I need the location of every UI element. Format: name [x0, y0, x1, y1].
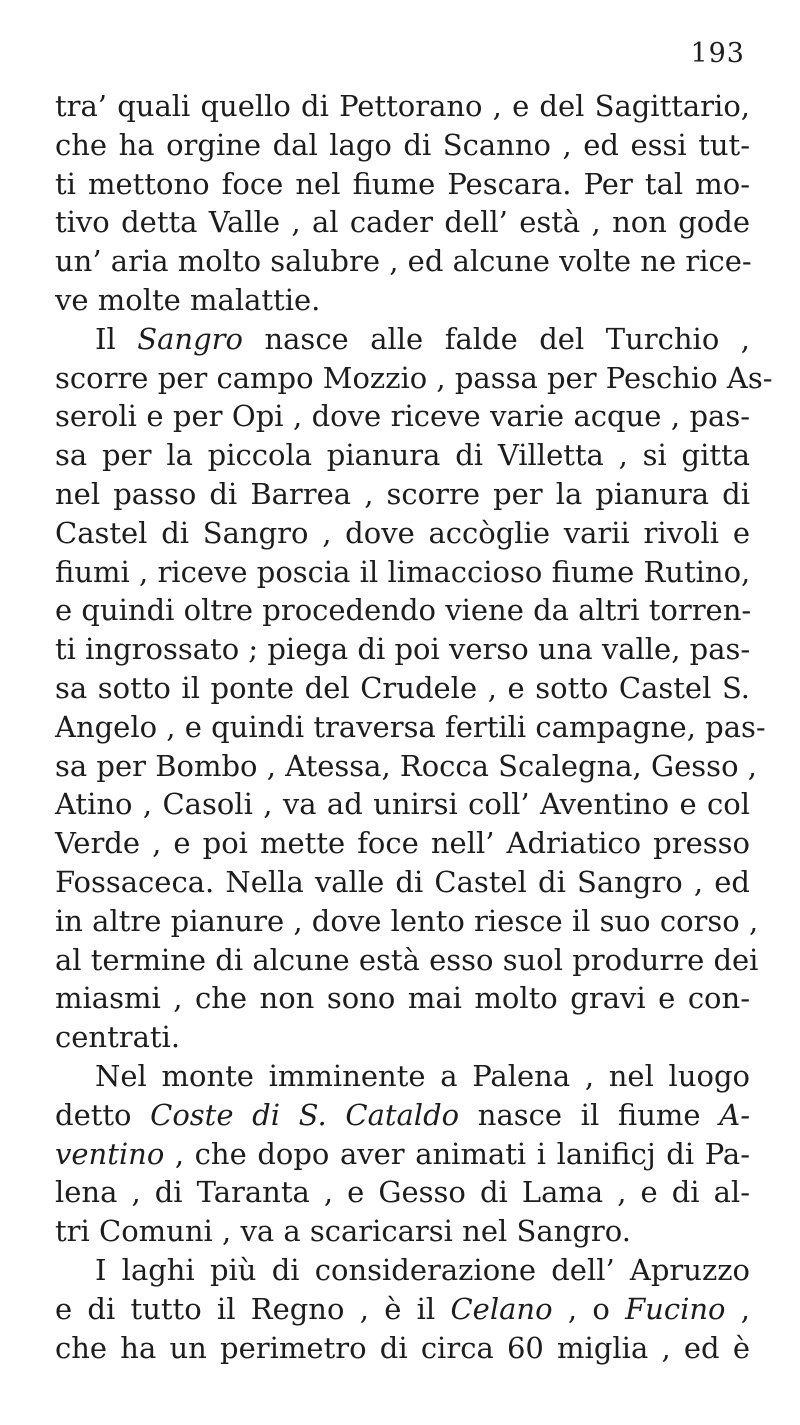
- body-text: [55, 87, 773, 1367]
- text-line: Nel monte imminente a Palena , nel luogo: [95, 1058, 750, 1093]
- text-line: ventino , che dopo aver animati i lanificj di Pa-: [55, 1136, 750, 1171]
- text-line: e di tutto il Regno , è il Celano , o Fucino ,: [55, 1291, 751, 1326]
- text-line: al termine di alcune està esso suol produrre dei: [55, 942, 759, 977]
- text-line: tra’ quali quello di Pettorano , e del Sagittario,: [55, 89, 750, 123]
- text-line: Verde , e poi mette foce nell’ Adriatico presso: [55, 826, 750, 861]
- text-line: Angelo , e quindi traversa fertili campagne, pas-: [55, 709, 766, 744]
- text-line: Castel di Sangro , dove accòglie varii rivoli e: [55, 515, 750, 550]
- text-line: detto Coste di S. Cataldo nasce il fiume A-: [55, 1097, 750, 1132]
- text-line: che ha un perimetro di circa 60 miglia , ed è: [55, 1330, 750, 1365]
- text-line: che ha orgine dal lago di Scanno , ed essi tut-: [55, 127, 750, 162]
- page-number: 193: [690, 38, 745, 69]
- text-line: sa per Bombo , Atessa, Rocca Scalegna, Gesso ,: [55, 748, 757, 783]
- text-line: fiumi , riceve poscia il limaccioso fiume Rutino,: [55, 554, 751, 589]
- text-line: nel passo di Barrea , scorre per la pianura di: [55, 476, 750, 511]
- text-line: Fossaceca. Nella valle di Castel di Sangro , ed: [55, 864, 750, 899]
- text-line: miasmi , che non sono mai molto gravi e con-: [55, 981, 750, 1016]
- text-line: tri Comuni , va a scaricarsi nel Sangro.: [55, 1214, 631, 1249]
- text-line: ti mettono foce nel fiume Pescara. Per tal mo-: [55, 166, 750, 201]
- text-line: Atino , Casoli , va ad unirsi coll’ Aventino e col: [55, 787, 750, 822]
- text-line: un’ aria molto salubre , ed alcune volte ne rice-: [55, 244, 752, 279]
- text-line: Il Sangro nasce alle falde del Turchio ,: [95, 321, 750, 356]
- text-line: in altre pianure , dove lento riesce il suo corso ,: [55, 903, 759, 938]
- text-line: tivo detta Valle , al cader dell’ està , non gode: [55, 205, 750, 240]
- text-line: lena , di Taranta , e Gesso di Lama , e di al-: [55, 1175, 750, 1210]
- text-line: seroli e per Opi , dove riceve varie acque , pas-: [55, 399, 750, 434]
- text-line: I laghi più di considerazione dell’ Apruzzo: [95, 1252, 750, 1287]
- text-line: sa sotto il ponte del Crudele , e sotto Castel S.: [55, 670, 750, 705]
- text-line: ve molte malattie.: [55, 282, 321, 317]
- text-line: ti ingrossato ; piega di poi verso una valle, pas-: [55, 632, 751, 667]
- text-line: scorre per campo Mozzio , passa per Peschio As-: [55, 360, 773, 395]
- text-line: sa per la piccola pianura di Villetta , si gitta: [55, 438, 750, 473]
- text-line: e quindi oltre procedendo viene da altri torren-: [55, 593, 752, 628]
- text-line: centrati.: [55, 1020, 181, 1055]
